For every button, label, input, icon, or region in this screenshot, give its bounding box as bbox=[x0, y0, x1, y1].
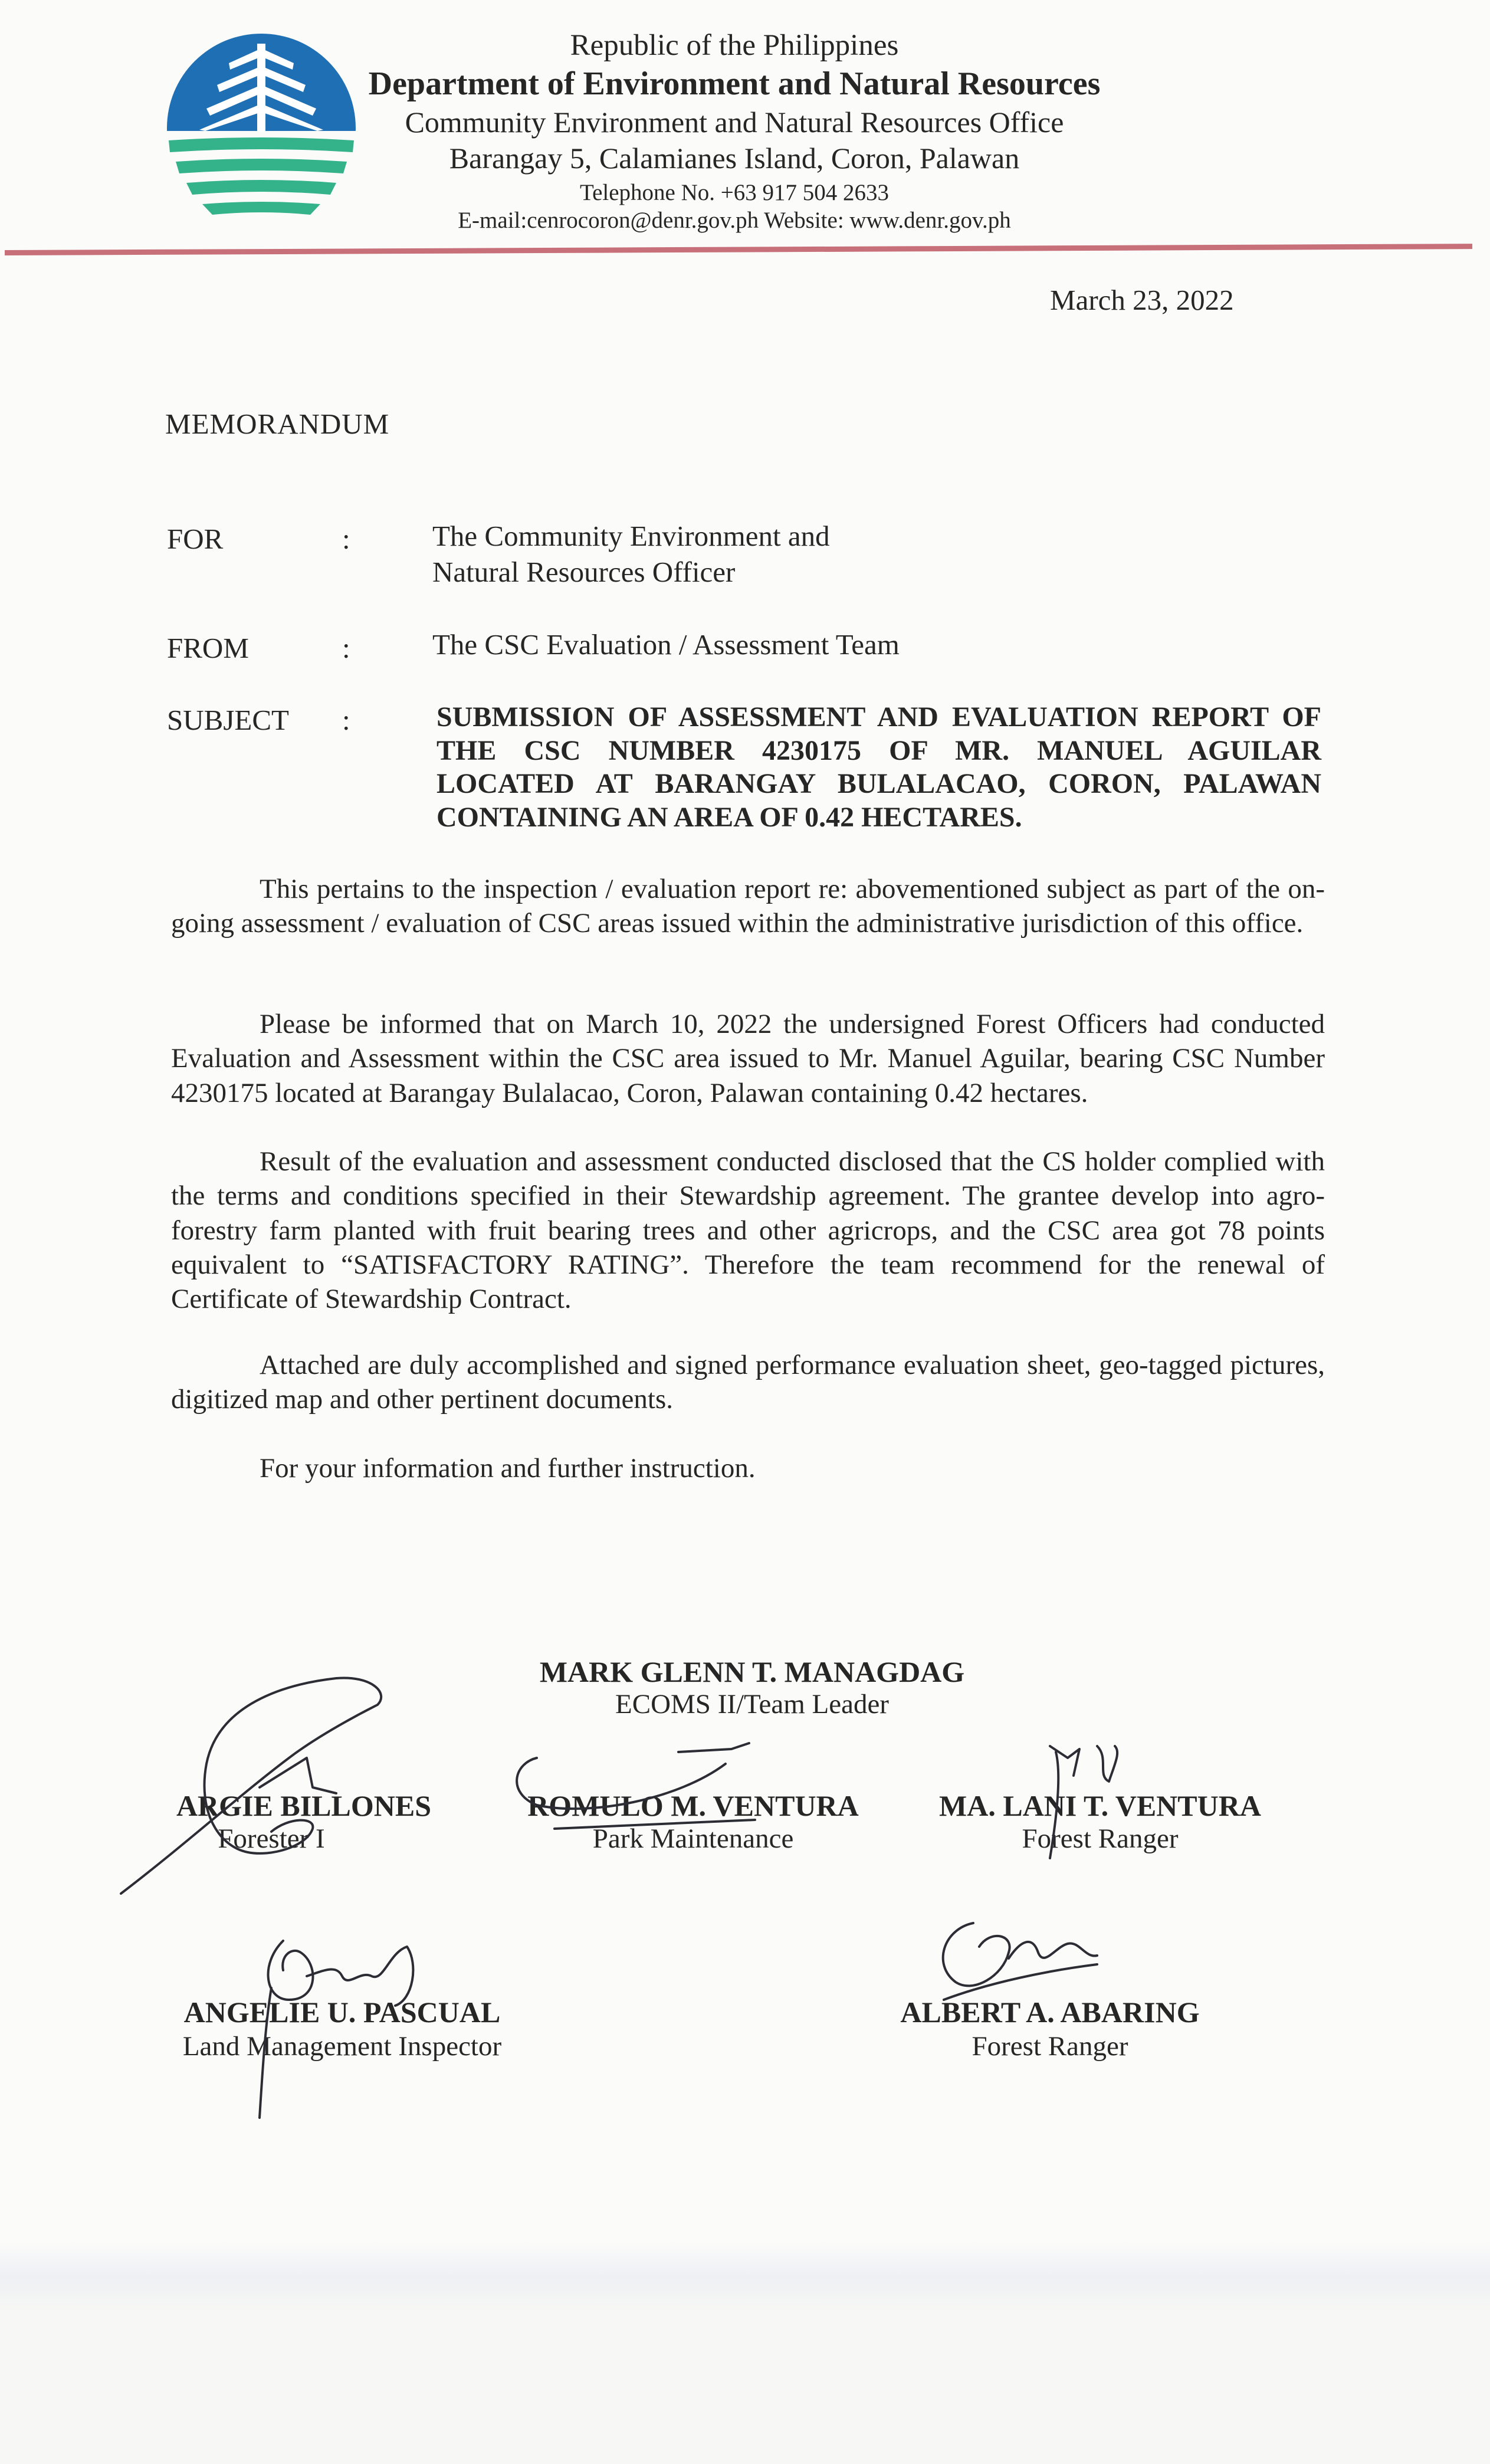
for-value bbox=[432, 518, 830, 590]
signature-r-ventura bbox=[501, 1740, 785, 1846]
subject-value: SUBMISSION OF ASSESSMENT AND EVALUATION REPORT OF THE CSC NUMBER 4230175 OF MR. MANUEL AGUILAR LOCATED AT BARANGAY BULALACAO, CORON, PALAWAN CONTAINING AN AREA OF 0.42 HECTARES. bbox=[437, 701, 1321, 833]
body-paragraph-4: Attached are duly accomplished and signed performance evaluation sheet, geo-tagged pictures, digitized map and other pertinent documents. bbox=[171, 1350, 1325, 1415]
subject-label: SUBJECT bbox=[167, 704, 289, 736]
letterhead-email-website: E-mail:cenrocoron@denr.gov.ph Website: www.denr.gov.ph bbox=[458, 208, 1011, 234]
signature-l-ventura bbox=[1038, 1740, 1156, 1870]
letterhead-department: Department of Environment and Natural Resources bbox=[368, 65, 1101, 103]
from-value: The CSC Evaluation / Assessment Team bbox=[432, 628, 900, 661]
letterhead bbox=[366, 27, 1103, 235]
body-paragraph-1: This pertains to the inspection / evaluation report re: abovementioned subject as part of the on-going assessment / evaluation of CSC areas issued within the administrative jurisdiction of this office. bbox=[171, 874, 1325, 939]
signatory-5-name: ALBERT A. ABARING bbox=[900, 1996, 1200, 2029]
body-paragraph-2: Please be informed that on March 10, 2022 the undersigned Forest Officers had conducted Evaluation and Assessment within the CSC area issued to Mr. Manuel Aguilar, bearing CSC Number 4230175 located at Barangay Bulalacao, Coron, Palawan containing 0.42 hectares. bbox=[171, 1009, 1325, 1108]
signatory-1-name: ARGIE BILLONES bbox=[176, 1789, 432, 1822]
signatory-3-title: Forest Ranger bbox=[1022, 1823, 1179, 1854]
signatory-4-title: Land Management Inspector bbox=[182, 2031, 502, 2062]
for-value-line2: Natural Resources Officer bbox=[432, 556, 736, 589]
signatory-3-name: MA. LANI T. VENTURA bbox=[939, 1789, 1261, 1822]
signatory-1-title: Forester I bbox=[218, 1823, 325, 1854]
signatory-2-name: ROMULO M. VENTURA bbox=[527, 1789, 859, 1822]
signatory-2-title: Park Maintenance bbox=[592, 1823, 794, 1854]
letterhead-republic: Republic of the Philippines bbox=[570, 29, 899, 62]
memo-date: March 23, 2022 bbox=[1050, 284, 1234, 316]
signatory-4-name: ANGELIE U. PASCUAL bbox=[183, 1996, 501, 2029]
signature-billones bbox=[112, 1669, 395, 1905]
subject-colon: : bbox=[342, 704, 350, 736]
body-paragraph-5: For your information and further instruction. bbox=[260, 1453, 756, 1484]
letterhead-telephone: Telephone No. +63 917 504 2633 bbox=[579, 179, 890, 205]
for-value-line1: The Community Environment and bbox=[432, 520, 830, 552]
letterhead-address: Barangay 5, Calamianes Island, Coron, Palawan bbox=[449, 141, 1020, 175]
memo-title: MEMORANDUM bbox=[165, 408, 390, 440]
for-colon: : bbox=[342, 523, 350, 555]
denr-tree-logo-icon bbox=[158, 31, 365, 222]
signature-abaring bbox=[920, 1911, 1109, 2006]
from-label: FROM bbox=[167, 632, 249, 664]
letterhead-divider bbox=[5, 244, 1472, 255]
from-colon: : bbox=[342, 632, 350, 664]
letterhead-office: Community Environment and Natural Resources Office bbox=[405, 105, 1064, 139]
signature-pascual bbox=[236, 1929, 425, 2130]
leader-name: MARK GLENN T. MANAGDAG bbox=[539, 1655, 965, 1688]
body-paragraph-3: Result of the evaluation and assessment conducted disclosed that the CS holder complied with the terms and conditions specified in their Stewardship agreement. The grantee develop into agro-forestry farm planted with fruit bearing trees and other agricrops, and the CSC area got 78 points equivalent to “SATISFACTORY RATING”. Therefore the team recommend for the renewal of Certificate of Stewardship Contract. bbox=[171, 1146, 1325, 1315]
scan-shadow bbox=[0, 2242, 1490, 2312]
for-label: FOR bbox=[167, 523, 224, 555]
signatory-5-title: Forest Ranger bbox=[972, 2031, 1128, 2062]
leader-title: ECOMS II/Team Leader bbox=[615, 1689, 889, 1720]
